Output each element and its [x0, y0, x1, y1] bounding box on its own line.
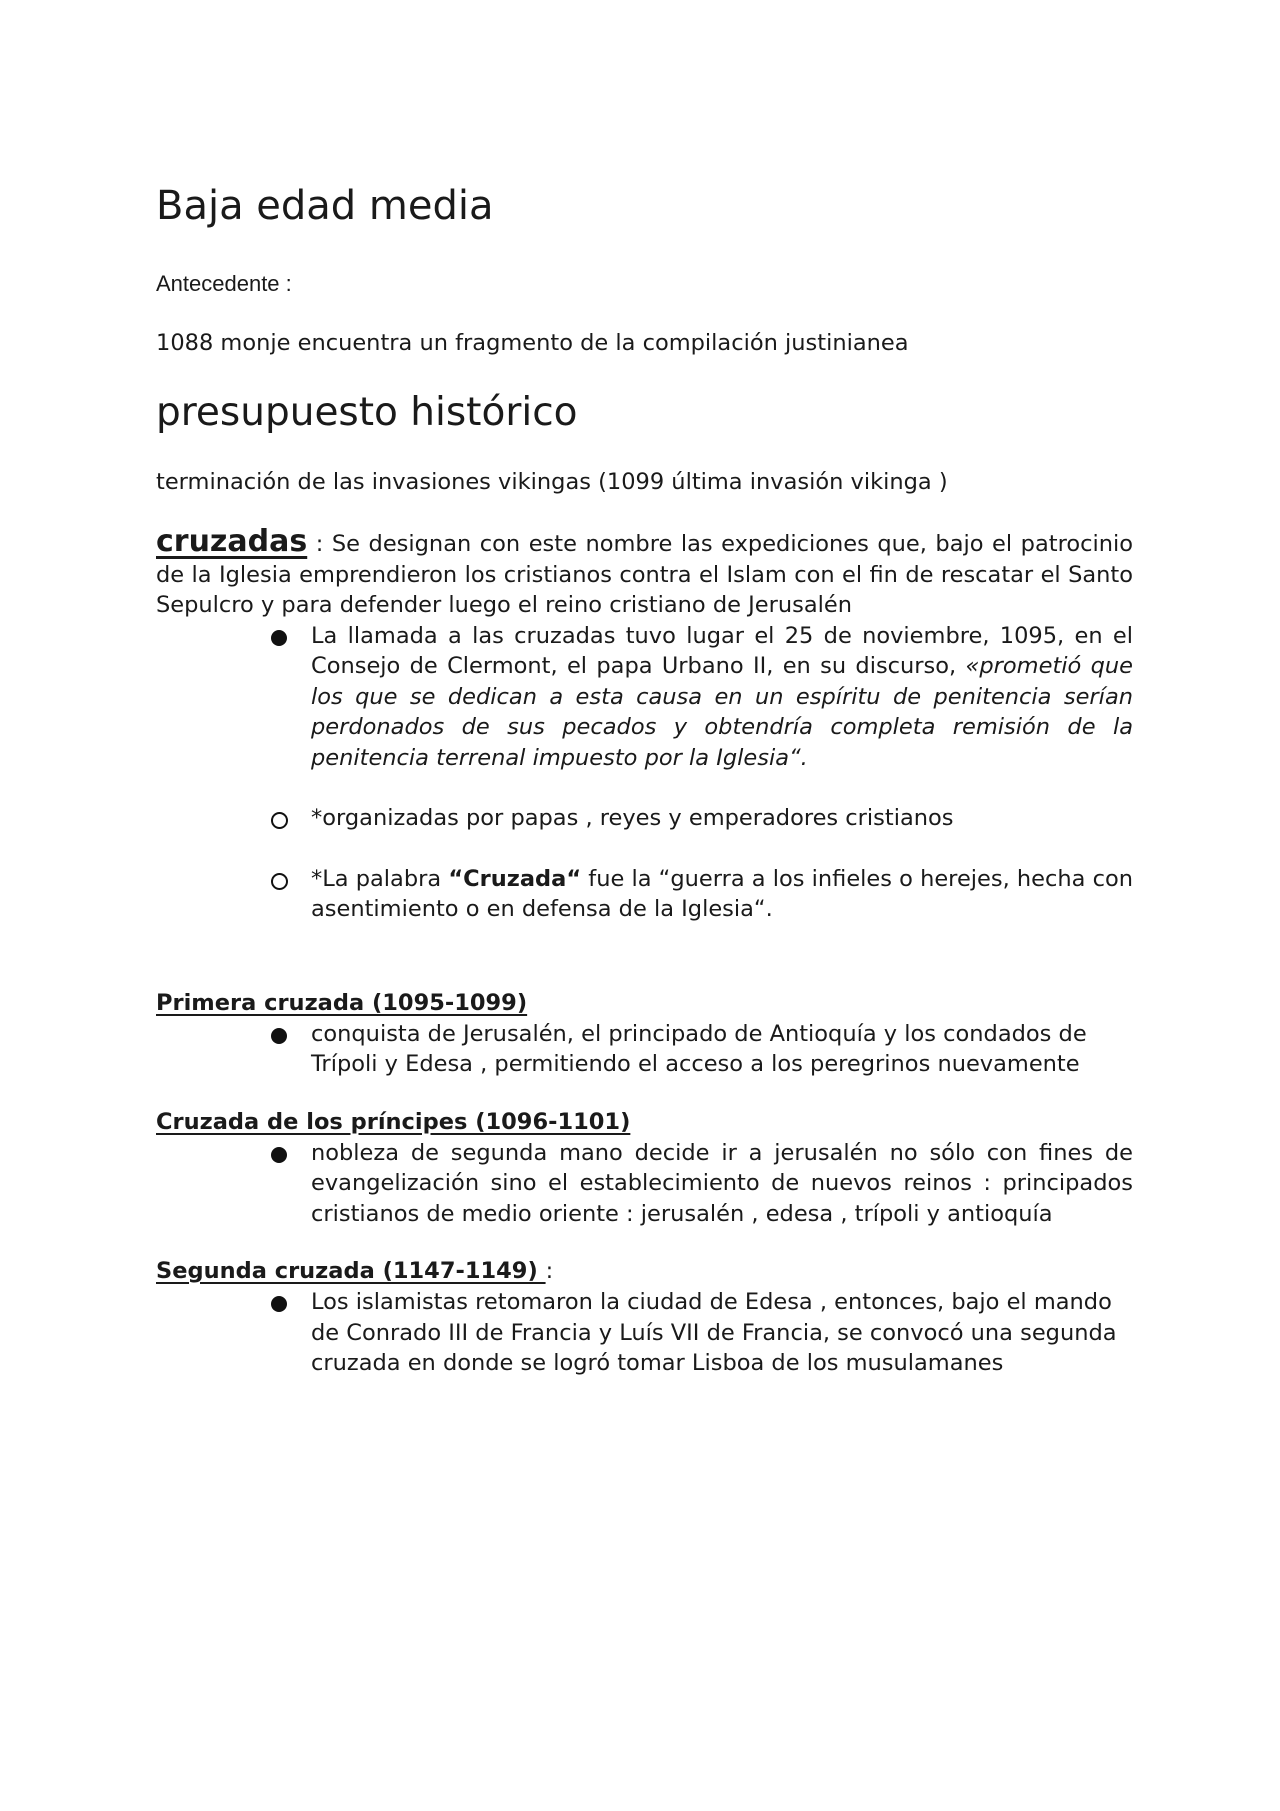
filled-bullet-icon [271, 1296, 287, 1312]
list-item-text: *La palabra [311, 865, 449, 892]
paragraph-terminacion: terminación de las invasiones vikingas (1099 última invasión vikinga ) [156, 468, 948, 495]
list-item-text: fue la “guerra a los infieles o herejes, hecha con asentimiento o en defensa de la Iglesia“. [311, 865, 1133, 922]
hollow-bullet-icon [271, 812, 288, 829]
paragraph-1088: 1088 monje encuentra un fragmento de la compilación justinianea [156, 330, 909, 356]
list-item [271, 621, 1133, 774]
list-item-quote: «prometió que los que se dedican a esta causa en un espíritu de penitencia serían perdonados de sus pecados y obtendría completa remisión de la penitencia terrenal impuesto por la Iglesia“. [311, 653, 1133, 771]
list-item-text: conquista de Jerusalén, el principado de Antioquía y los condados de Trípoli y Edesa , permitiendo el acceso a los peregrinos nuevamente [311, 1020, 1087, 1077]
section-title-segunda-cruzada: Segunda cruzada (1147-1149) [156, 1258, 546, 1284]
list-item-text: nobleza de segunda mano decide ir a jerusalén no sólo con fines de evangelización sino el establecimiento de nuevos reinos : principados cristianos de medio oriente : jerusalén , edesa , trípoli y antioquía [311, 1139, 1133, 1227]
list-item-text: La llamada a las cruzadas tuvo lugar el 25 de noviembre, 1095, en el Consejo de Clermont, el papa Urbano II, en su discurso, [311, 622, 1133, 679]
section-title-cruzada-principes: Cruzada de los príncipes (1096-1101) [156, 1108, 631, 1135]
list-item [271, 1138, 1133, 1230]
filled-bullet-icon [271, 1147, 287, 1163]
list-item [271, 864, 1133, 925]
segunda-cruzada-list [156, 1287, 1133, 1379]
page-title: Baja edad media [156, 183, 494, 229]
list-item-text: *organizadas por papas , reyes y emperadores cristianos [311, 805, 954, 831]
cruzadas-definition-text: : Se designan con este nombre las expediciones que, bajo el patrocinio de la Iglesia emprendieron los cristianos contra el Islam con el fin de rescatar el Santo Sepulcro y para defender luego el reino cristiano de Jerusalén [156, 531, 1133, 618]
list-item [271, 803, 1133, 834]
list-item-text: Los islamistas retomaron la ciudad de Edesa , entonces, bajo el mando de Conrado III de Francia y Luís VII de Francia, se convocó una segunda cruzada en donde se logró tomar Lisboa de los musulamanes [311, 1289, 1117, 1376]
list-item-bold: “Cruzada“ [448, 865, 582, 892]
hollow-bullet-icon [271, 873, 288, 890]
filled-bullet-icon [271, 1028, 287, 1044]
list-item [271, 1287, 1133, 1379]
antecedente-label: Antecedente : [156, 271, 292, 296]
section-title-colon: : [545, 1258, 554, 1284]
primera-cruzada-list [156, 1019, 1133, 1080]
cruzada-principes-list [156, 1138, 1133, 1230]
cruzadas-list [156, 621, 1133, 925]
list-item [271, 1019, 1133, 1080]
section-title-primera-cruzada: Primera cruzada (1095-1099) [156, 989, 528, 1016]
section-heading-segunda-cruzada [156, 1255, 1133, 1287]
cruzadas-definition [156, 524, 1133, 621]
cruzadas-term: cruzadas [156, 524, 308, 559]
filled-bullet-icon [271, 630, 287, 646]
heading-presupuesto-historico: presupuesto histórico [156, 389, 578, 435]
